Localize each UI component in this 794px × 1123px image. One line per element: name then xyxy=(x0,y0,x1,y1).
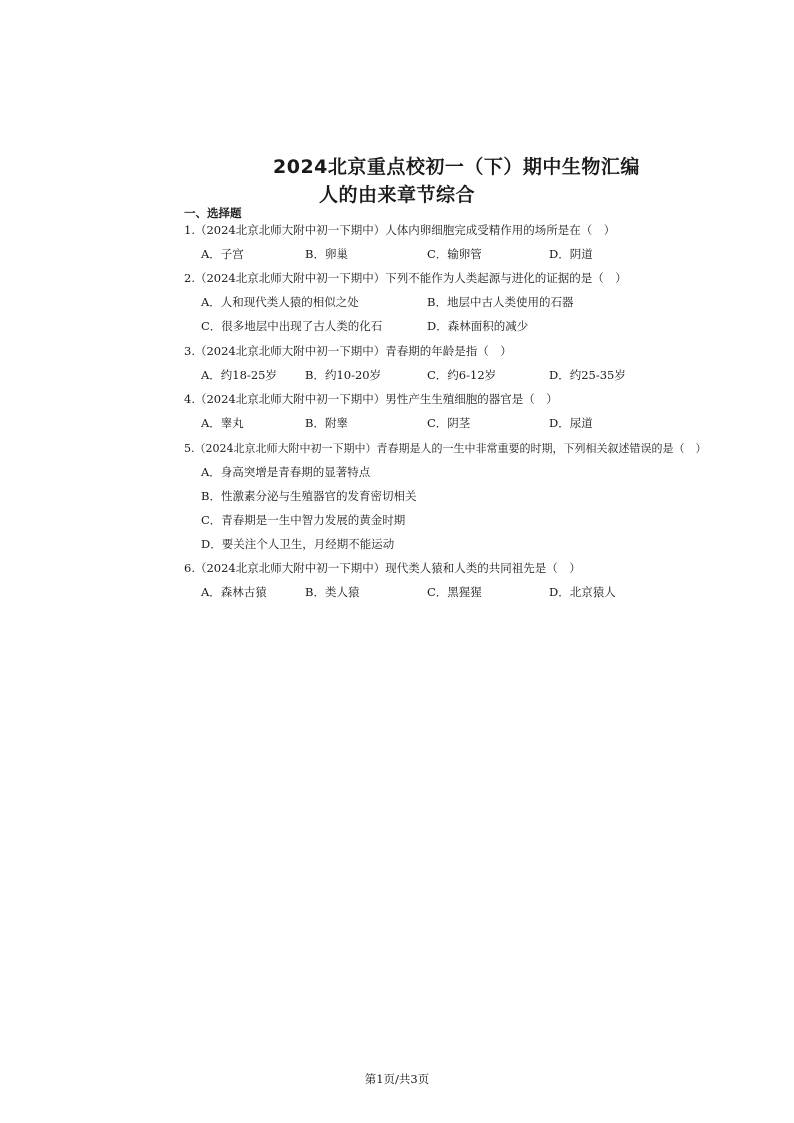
question-6-stem: 6.（2024北京北师大附中初一下期中）现代类人猿和人类的共同祖先是（ ） xyxy=(184,561,581,575)
question-5-option-d: D．要关注个人卫生，月经期不能运动 xyxy=(201,537,395,551)
document-title: 2024北京重点校初一（下）期中生物汇编 xyxy=(273,156,640,178)
question-5-option-b: B．性激素分泌与生殖器官的发育密切相关 xyxy=(201,489,417,503)
question-6-option-d: D．北京猿人 xyxy=(549,585,616,599)
question-4-option-d: D．尿道 xyxy=(549,416,593,430)
page-footer: 第1页/共3页 xyxy=(364,1072,430,1086)
question-2-option-b: B．地层中古人类使用的石器 xyxy=(427,295,574,309)
question-1-option-b: B．卵巢 xyxy=(305,247,348,261)
question-3-option-b: B．约10-20岁 xyxy=(305,368,382,382)
question-1-option-c: C．输卵管 xyxy=(427,247,482,261)
document-subtitle: 人的由来章节综合 xyxy=(318,184,475,206)
question-1-option-d: D．阴道 xyxy=(549,247,593,261)
section-heading: 一、选择题 xyxy=(184,206,242,220)
question-5-option-a: A．身高突增是青春期的显著特点 xyxy=(201,465,371,479)
question-2-option-c: C．很多地层中出现了古人类的化石 xyxy=(201,319,383,333)
question-2-option-a: A．人和现代类人猿的相似之处 xyxy=(201,295,359,309)
question-6-option-a: A．森林古猿 xyxy=(201,585,267,599)
question-1-stem: 1.（2024北京北师大附中初一下期中）人体内卵细胞完成受精作用的场所是在（ ） xyxy=(184,223,616,237)
question-3-option-a: A．约18-25岁 xyxy=(201,368,277,382)
question-4-option-b: B．附睾 xyxy=(305,416,348,430)
question-4-option-c: C．阴茎 xyxy=(427,416,471,430)
question-4-option-a: A．睾丸 xyxy=(201,416,244,430)
question-2-option-d: D．森林面积的减少 xyxy=(427,319,529,333)
question-2-stem: 2.（2024北京北师大附中初一下期中）下列不能作为人类起源与进化的证据的是（ ） xyxy=(184,271,627,285)
question-5-option-c: C．青春期是一生中智力发展的黄金时期 xyxy=(201,513,406,527)
question-6-option-c: C．黑猩猩 xyxy=(427,585,482,599)
question-3-stem: 3.（2024北京北师大附中初一下期中）青春期的年龄是指（ ） xyxy=(184,344,512,358)
question-3-option-c: C．约6-12岁 xyxy=(427,368,497,382)
question-5-stem: 5.（2024北京北师大附中初一下期中）青春期是人的一生中非常重要的时期，下列相关叙述错误的是（ ） xyxy=(184,442,707,455)
question-3-option-d: D．约25-35岁 xyxy=(549,368,626,382)
question-6-option-b: B．类人猿 xyxy=(305,585,360,599)
question-4-stem: 4.（2024北京北师大附中初一下期中）男性产生生殖细胞的器官是（ ） xyxy=(184,392,558,406)
question-1-option-a: A．子宫 xyxy=(201,247,244,261)
